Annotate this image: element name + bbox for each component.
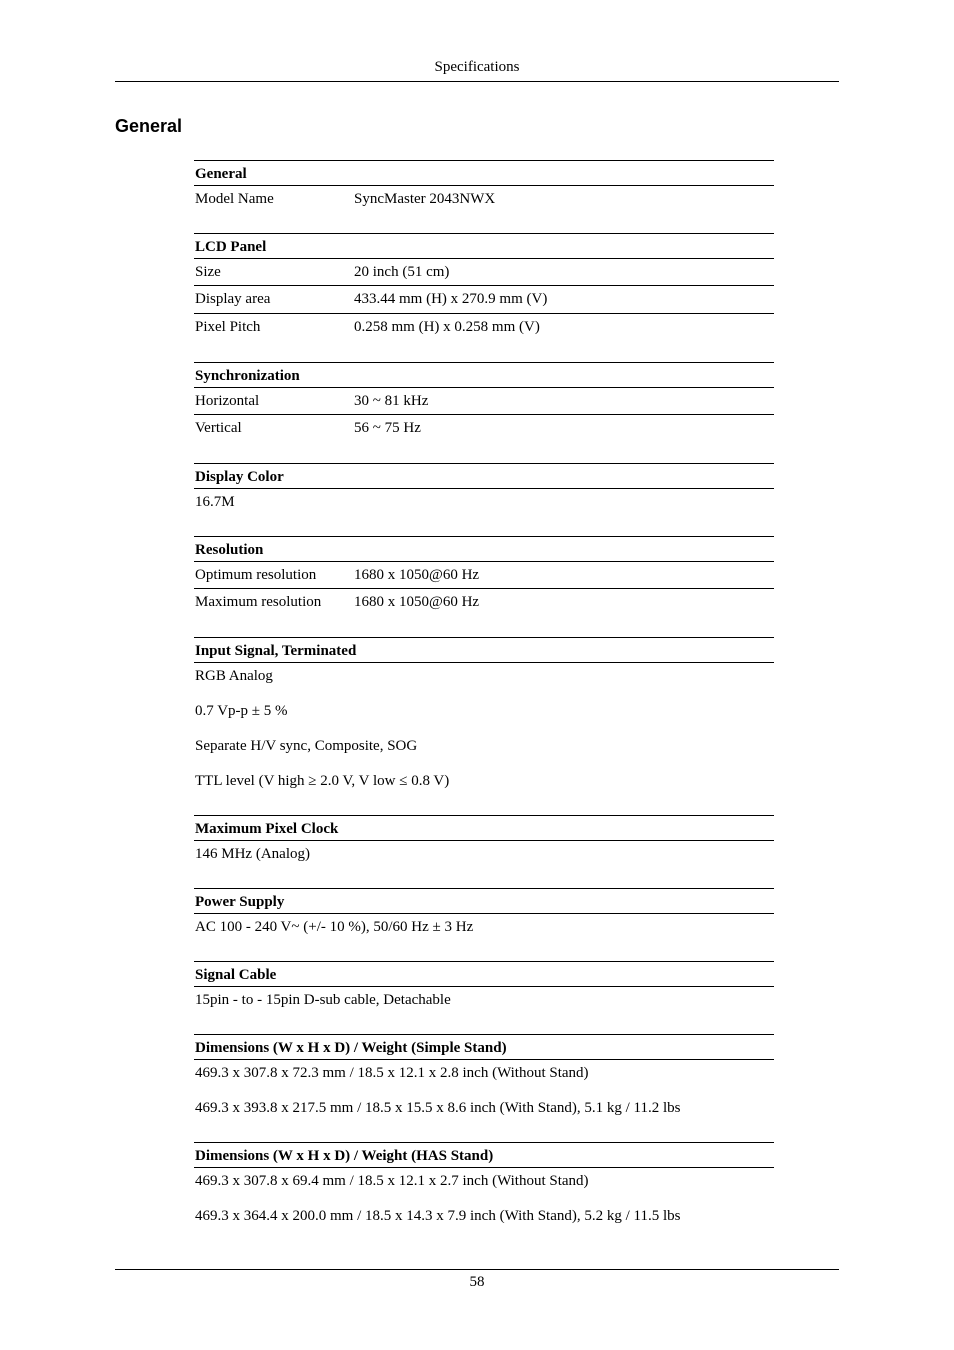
group-power-supply-title: Power Supply (194, 888, 774, 914)
page-number: 58 (469, 1274, 485, 1290)
spec-value: 20 inch (51 cm) (354, 264, 450, 280)
spec-label: Optimum resolution (195, 567, 317, 583)
group-dimensions-has-title: Dimensions (W x H x D) / Weight (HAS Stand) (194, 1142, 774, 1168)
group-max-pixel-clock-title: Maximum Pixel Clock (194, 815, 774, 841)
spec-line: 0.7 Vp-p ± 5 % (195, 703, 288, 719)
spec-row-horizontal (194, 388, 774, 414)
spec-line: AC 100 - 240 V~ (+/- 10 %), 50/60 Hz ± 3 Hz (195, 919, 474, 935)
spec-value: 56 ~ 75 Hz (354, 420, 421, 436)
spec-line: 146 MHz (Analog) (195, 846, 310, 862)
spec-label: Model Name (195, 191, 274, 207)
group-dimensions-simple-title: Dimensions (W x H x D) / Weight (Simple Stand) (194, 1034, 774, 1060)
spec-row-model-name (194, 186, 774, 212)
group-resolution-title: Resolution (194, 536, 774, 562)
group-general-title: General (194, 160, 774, 186)
spec-line: 469.3 x 307.8 x 72.3 mm / 18.5 x 12.1 x 2.8 inch (Without Stand) (195, 1065, 589, 1081)
spec-value: 1680 x 1050@60 Hz (354, 567, 480, 583)
spec-label: Display area (195, 291, 271, 307)
spec-line: RGB Analog (195, 668, 273, 684)
spec-value: 0.258 mm (H) x 0.258 mm (V) (354, 319, 540, 335)
spec-line: 16.7M (195, 494, 235, 510)
group-lcd-panel-title: LCD Panel (194, 233, 774, 259)
spec-row-maximum-resolution (194, 588, 774, 616)
spec-label: Vertical (195, 420, 242, 436)
spec-label: Size (195, 264, 221, 280)
page-footer (115, 1269, 839, 1291)
spec-row-display-area (194, 285, 774, 313)
group-signal-cable-title: Signal Cable (194, 961, 774, 987)
group-input-signal-title: Input Signal, Terminated (194, 637, 774, 663)
spec-table (194, 160, 774, 1229)
spec-line: Separate H/V sync, Composite, SOG (195, 738, 418, 754)
spec-value: 1680 x 1050@60 Hz (354, 594, 480, 610)
group-display-color-title: Display Color (194, 463, 774, 489)
spec-line: 469.3 x 393.8 x 217.5 mm / 18.5 x 15.5 x 8.6 inch (With Stand), 5.1 kg / 11.2 lbs (195, 1100, 681, 1116)
group-synchronization-title: Synchronization (194, 362, 774, 388)
spec-line: TTL level (V high ≥ 2.0 V, V low ≤ 0.8 V) (195, 773, 450, 789)
spec-line: 469.3 x 307.8 x 69.4 mm / 18.5 x 12.1 x 2.7 inch (Without Stand) (195, 1173, 589, 1189)
spec-line: 15pin - to - 15pin D-sub cable, Detachable (195, 992, 451, 1008)
spec-value: SyncMaster 2043NWX (354, 191, 496, 207)
spec-row-vertical (194, 414, 774, 442)
spec-line: 469.3 x 364.4 x 200.0 mm / 18.5 x 14.3 x 7.9 inch (With Stand), 5.2 kg / 11.5 lbs (195, 1208, 681, 1224)
section-title: General (115, 116, 183, 136)
spec-row-pixel-pitch (194, 313, 774, 341)
spec-row-size (194, 259, 774, 285)
spec-label: Maximum resolution (195, 594, 322, 610)
spec-label: Horizontal (195, 393, 260, 409)
spec-label: Pixel Pitch (195, 319, 261, 335)
spec-value: 30 ~ 81 kHz (354, 393, 429, 409)
spec-value: 433.44 mm (H) x 270.9 mm (V) (354, 291, 548, 307)
spec-row-optimum-resolution (194, 562, 774, 588)
page-header (115, 58, 839, 82)
header-title: Specifications (434, 59, 520, 75)
